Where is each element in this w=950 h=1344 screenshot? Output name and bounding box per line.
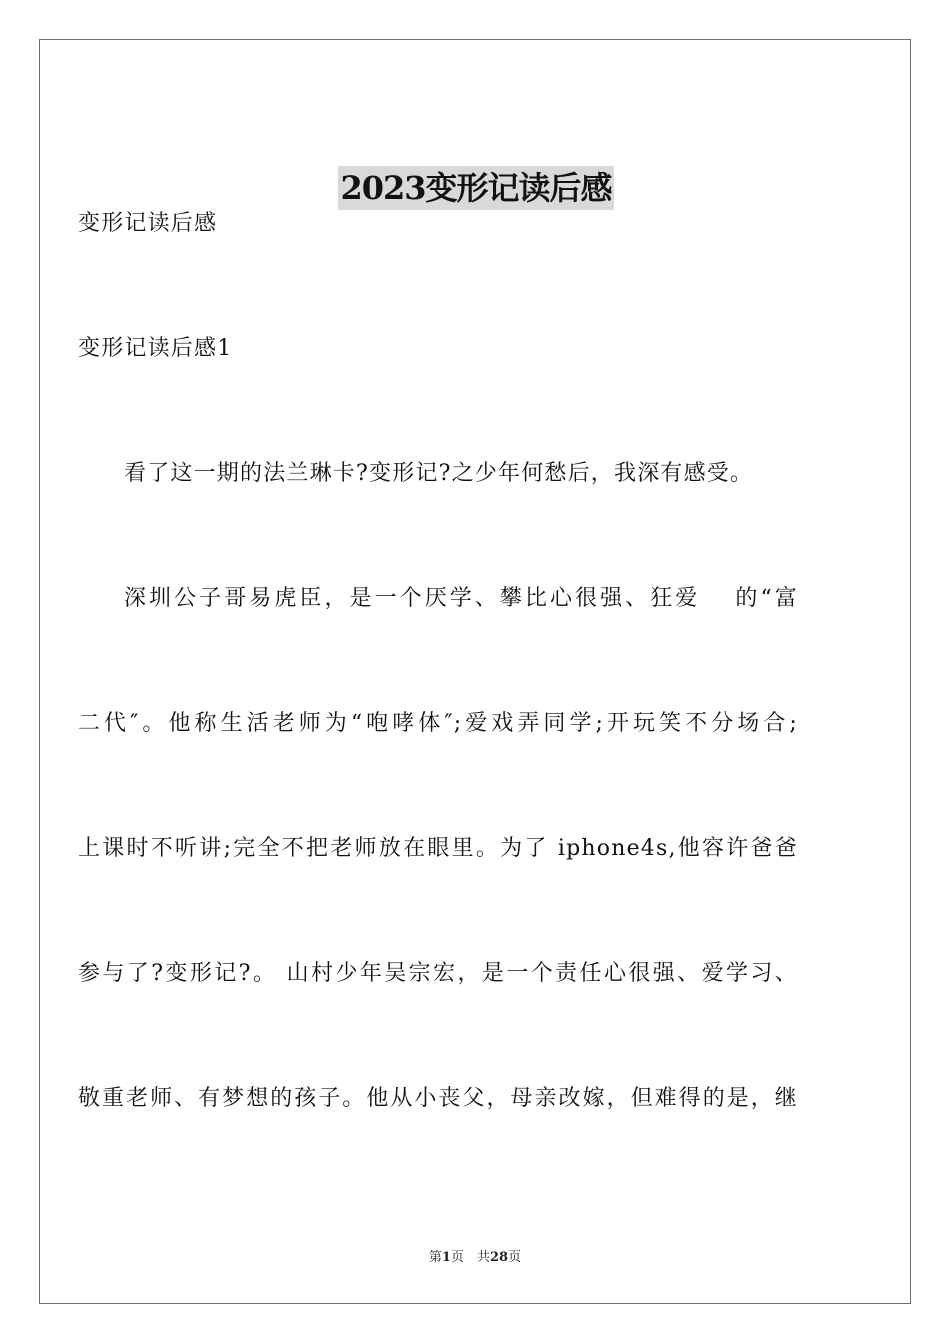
paragraph-line-4: 上课时不听讲;完全不把老师放在眼里。为了 iphone4s,他容许爸爸	[78, 836, 798, 861]
document-title: 2023变形记读后感	[338, 166, 613, 210]
paragraph-line-1: 看了这一期的法兰琳卡?变形记?之少年何愁后，我深有感受。	[124, 461, 754, 486]
paragraph-line-3: 二代″。他称生活老师为“咆哮体″;爱戏弄同学;开玩笑不分场合;	[78, 711, 798, 736]
footer-prefix: 第	[428, 1250, 442, 1265]
footer-middle: 页 共	[450, 1250, 490, 1265]
footer-page-number: 1	[441, 1250, 451, 1265]
title-container	[40, 166, 912, 210]
section-heading: 变形记读后感1	[78, 336, 233, 361]
footer-page-total: 28	[489, 1250, 509, 1265]
footer-suffix: 页	[508, 1250, 522, 1265]
paragraph-line-6: 敬重老师、有梦想的孩子。他从小丧父，母亲改嫁，但难得的是，继	[78, 1086, 798, 1111]
page-footer	[0, 1246, 950, 1265]
paragraph-line-5: 参与了?变形记?。 山村少年吴宗宏，是一个责任心很强、爱学习、	[78, 961, 798, 986]
subtitle: 变形记读后感	[78, 211, 218, 236]
paragraph-line-2: 深圳公子哥易虎臣，是一个厌学、攀比心很强、狂爱 的“富	[124, 586, 798, 611]
